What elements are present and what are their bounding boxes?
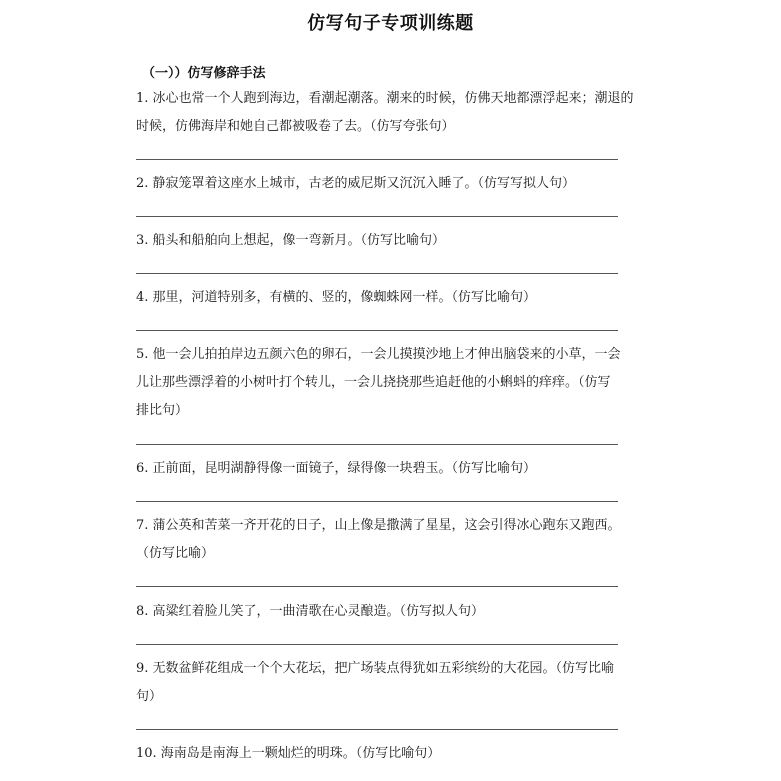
question-line: 5. 他一会儿拍拍岸边五颜六色的卵石，一会儿摸摸沙地上才伸出脑袋来的小草，一会 [136, 347, 621, 362]
question-10 [136, 740, 626, 768]
question-line: 时候，仿佛海岸和她自己都被吸卷了去。（仿写夸张句） [136, 119, 455, 134]
question-5 [136, 341, 626, 425]
page-title: 仿写句子专项训练题 [307, 13, 474, 34]
answer-line-8[interactable] [136, 644, 618, 645]
answer-line-3[interactable] [136, 273, 618, 274]
question-line: 排比句） [136, 403, 189, 418]
question-line: 儿让那些漂浮着的小树叶打个转儿，一会儿挠挠那些追赶他的小蝌蚪的痒痒。（仿写 [136, 375, 611, 390]
question-9 [136, 655, 626, 711]
answer-line-4[interactable] [136, 330, 618, 331]
answer-line-2[interactable] [136, 216, 618, 217]
question-3 [136, 227, 626, 255]
answer-line-9[interactable] [136, 729, 618, 730]
answer-line-6[interactable] [136, 501, 618, 502]
question-line: 10. 海南岛是南海上一颗灿烂的明珠。（仿写比喻句） [136, 746, 441, 761]
question-line: 9. 无数盆鲜花组成一个个大花坛，把广场装点得犹如五彩缤纷的大花园。（仿写比喻 [136, 661, 615, 676]
question-line: 2. 静寂笼罩着这座水上城市，古老的威尼斯又沉沉入睡了。（仿写写拟人句） [136, 176, 576, 191]
question-line: 8. 高粱红着脸儿笑了，一曲清歌在心灵酿造。（仿写拟人句） [136, 604, 485, 619]
question-line: 6. 正前面，昆明湖静得像一面镜子，绿得像一块碧玉。（仿写比喻句） [136, 461, 537, 476]
question-line: 7. 蒲公英和苦菜一齐开花的日子，山上像是撒满了星星，这会引得冰心跑东又跑西。 [136, 518, 621, 533]
question-6 [136, 455, 626, 483]
question-4 [136, 284, 626, 312]
question-7 [136, 512, 626, 568]
section-title: （一））仿写修辞手法 [142, 66, 266, 81]
question-line: 4. 那里，河道特别多，有横的、竖的，像蜘蛛网一样。（仿写比喻句） [136, 290, 537, 305]
question-line: 句） [136, 689, 163, 704]
question-line: 1. 冰心也常一个人跑到海边，看潮起潮落。潮来的时候，仿佛天地都漂浮起来；潮退的 [136, 91, 634, 106]
answer-line-1[interactable] [136, 159, 618, 160]
question-2 [136, 170, 626, 198]
answer-line-7[interactable] [136, 586, 618, 587]
question-line: 3. 船头和船舶向上想起，像一弯新月。（仿写比喻句） [136, 233, 446, 248]
question-line: （仿写比喻） [136, 546, 215, 561]
answer-line-5[interactable] [136, 444, 618, 445]
question-8 [136, 598, 626, 626]
question-1 [136, 85, 634, 141]
